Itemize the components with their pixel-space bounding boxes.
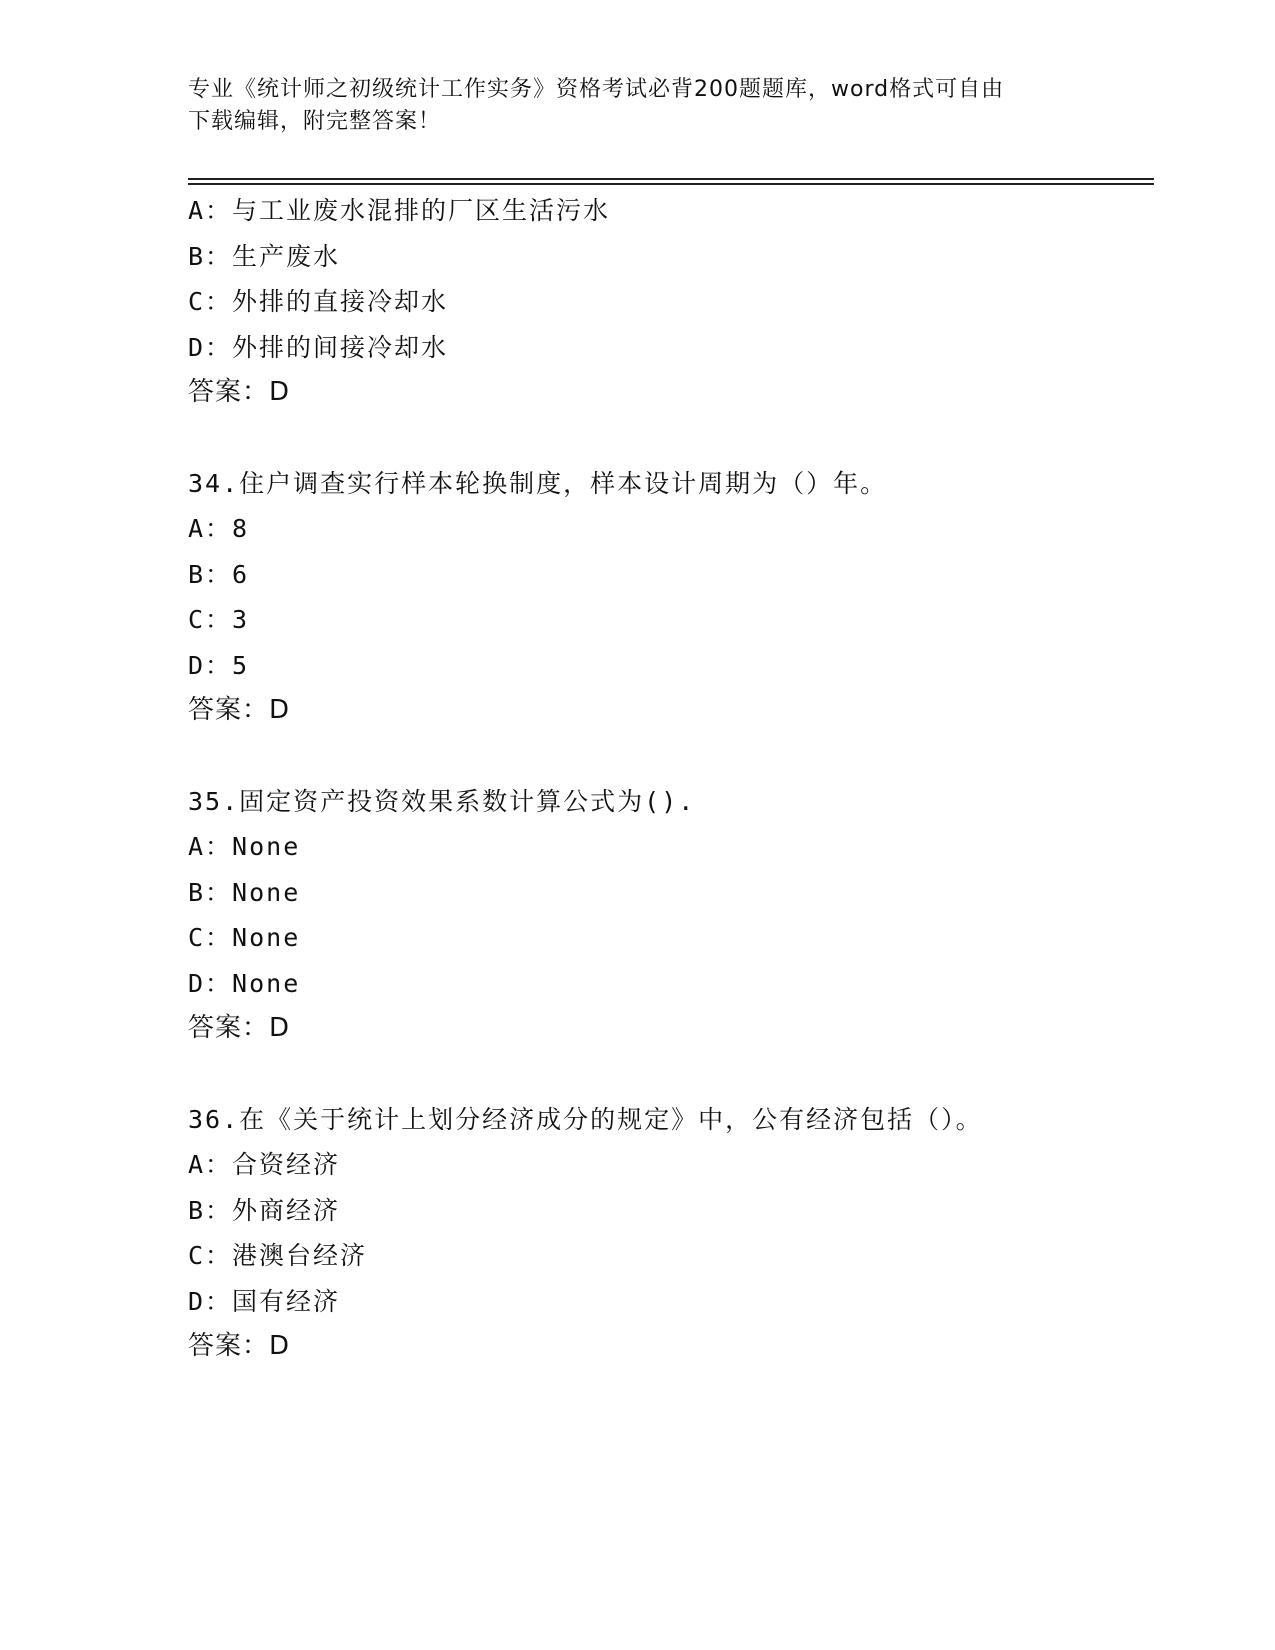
option-d: D：None <box>188 968 301 998</box>
spacer <box>188 734 1154 779</box>
question-block-36 <box>188 1097 1154 1370</box>
option-a: A：8 <box>188 514 250 543</box>
answer-line: 答案：D <box>188 377 291 407</box>
answer-line: 答案：D <box>188 695 291 725</box>
option-a: A：None <box>188 832 301 861</box>
option-b: B：None <box>188 877 301 907</box>
answer-line: 答案：D <box>188 1331 291 1361</box>
question-text: 34.住户调查实行样本轮换制度，样本设计周期为（）年。 <box>188 468 888 498</box>
question-text: 36.在《关于统计上划分经济成分的规定》中，公有经济包括（）。 <box>188 1104 983 1134</box>
question-block-33 <box>188 188 1154 416</box>
option-d: D：国有经济 <box>188 1286 341 1316</box>
option-b: B：6 <box>188 559 250 589</box>
question-block-34 <box>188 461 1154 734</box>
document-header <box>188 74 1068 138</box>
spacer <box>188 416 1154 461</box>
option-d: D：外排的间接冷却水 <box>188 332 449 362</box>
header-line-1: 专业《统计师之初级统计工作实务》资格考试必背200题题库，word格式可自由 <box>188 77 1005 102</box>
answer-line: 答案：D <box>188 1013 291 1043</box>
question-block-35 <box>188 779 1154 1052</box>
option-d: D：5 <box>188 650 250 680</box>
header-divider-top <box>188 178 1154 180</box>
option-b: B：生产废水 <box>188 241 341 271</box>
header-divider-bottom <box>188 183 1154 185</box>
option-c: C：港澳台经济 <box>188 1241 368 1270</box>
header-line-2: 下载编辑，附完整答案！ <box>188 109 442 134</box>
option-c: C：外排的直接冷却水 <box>188 287 449 316</box>
question-list <box>188 188 1154 1370</box>
option-c: C：3 <box>188 605 250 634</box>
option-a: A：合资经济 <box>188 1150 341 1179</box>
option-b: B：外商经济 <box>188 1195 341 1225</box>
spacer <box>188 1052 1154 1097</box>
option-a: A：与工业废水混排的厂区生活污水 <box>188 196 611 225</box>
question-text: 35.固定资产投资效果系数计算公式为(). <box>188 786 696 816</box>
option-c: C：None <box>188 923 301 952</box>
